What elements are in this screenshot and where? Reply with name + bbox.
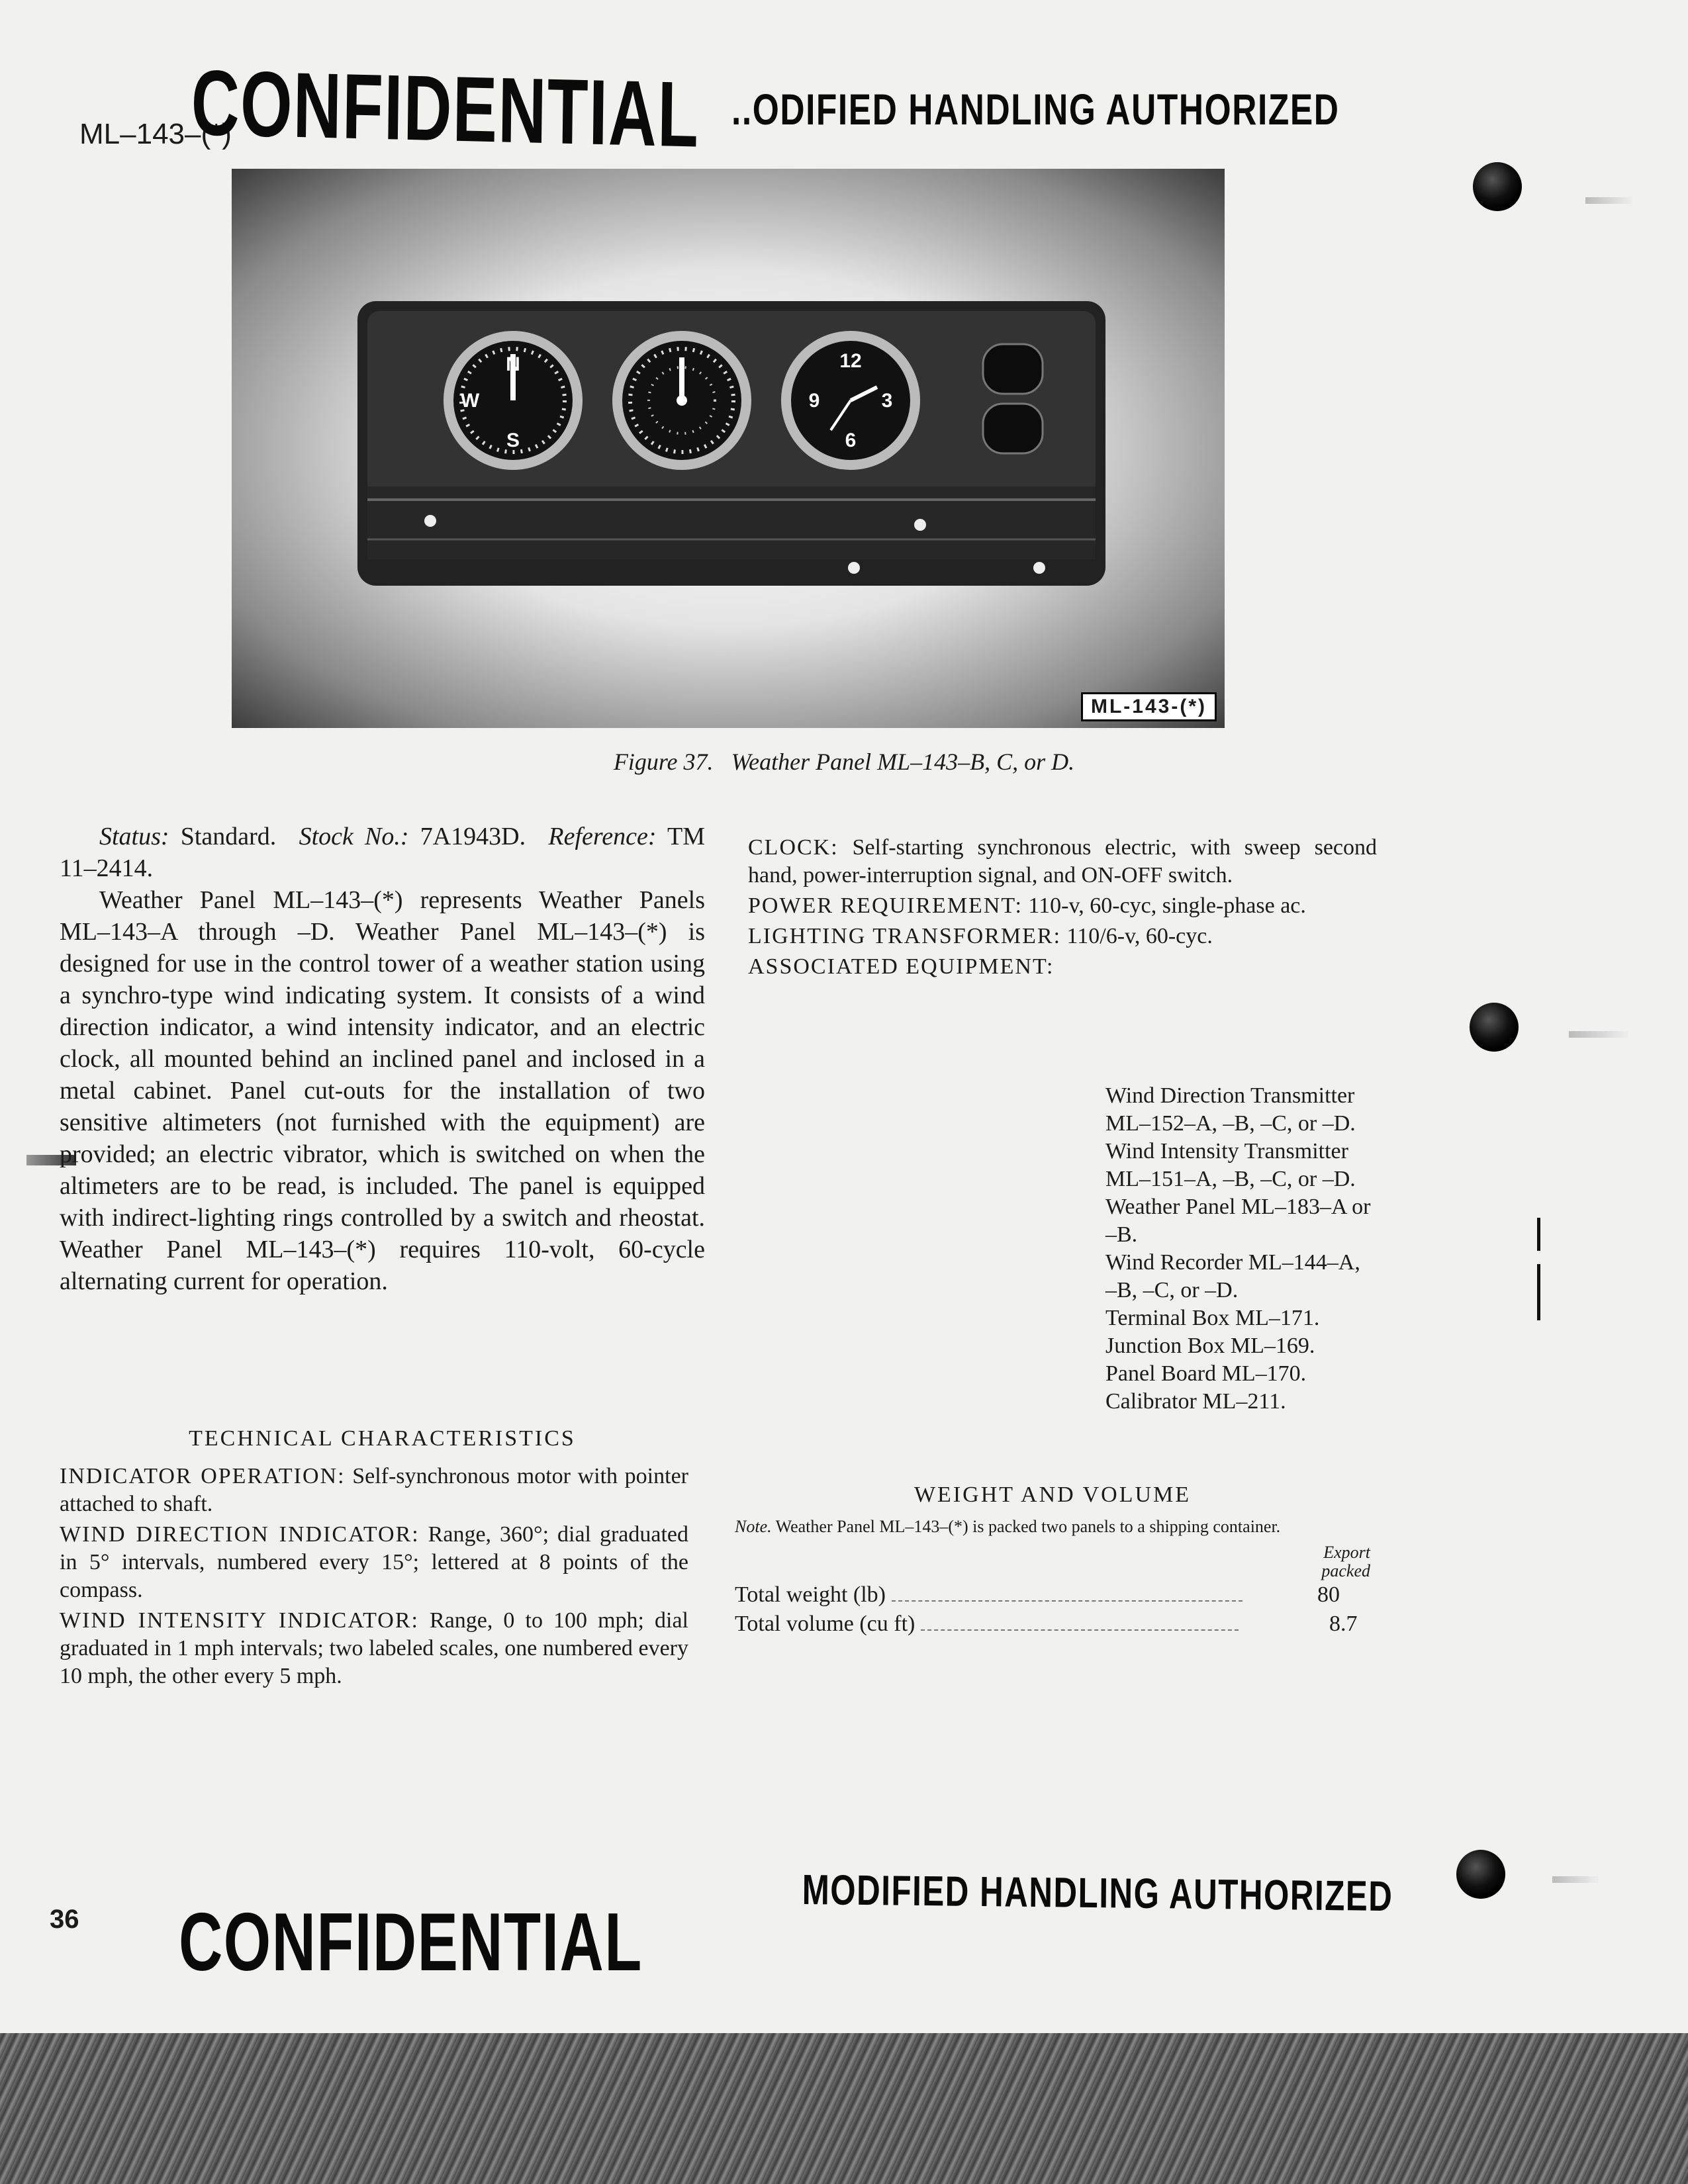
- assoc-item: Weather Panel ML–183–A or –B.: [1105, 1195, 1371, 1247]
- weight-col-header: [1284, 1543, 1370, 1580]
- figure-caption: Figure 37. Weather Panel ML–143–B, C, or D.: [613, 749, 1075, 775]
- tech-item-label: LIGHTING TRANSFORMER:: [748, 924, 1062, 948]
- assoc-list: [1105, 1082, 1377, 1416]
- handling-stamp-top: ..ODIFIED HANDLING AUTHORIZED: [731, 85, 1340, 134]
- tech-item-text: Range, 360°; dial graduated in 5° intervals, numbered every 15°; lettered at 8 points of the compass.: [60, 1522, 688, 1602]
- reference-label: Reference:: [548, 823, 657, 850]
- clock-numeral-3: 3: [881, 390, 893, 412]
- margin-mark-1: [1537, 1218, 1540, 1251]
- assoc-item: Junction Box ML–169.: [1105, 1334, 1315, 1358]
- tech-item-text: Self-starting synchronous electric, with sweep second hand, power-interruption signal, and ON-OFF switch.: [748, 835, 1377, 887]
- dial-letter-w: W: [460, 390, 480, 412]
- reference-value: TM 11–2414.: [60, 823, 706, 882]
- assoc-item: Terminal Box ML–171.: [1105, 1306, 1320, 1330]
- tech-item: [60, 1521, 688, 1604]
- stock-value: 7A1943D.: [420, 823, 526, 850]
- weight-col-header-line2: packed: [1321, 1561, 1370, 1580]
- binder-hole-middle: [1470, 1003, 1519, 1052]
- handling-stamp-bottom: MODIFIED HANDLING AUTHORIZED: [802, 1865, 1393, 1921]
- description-paragraph: Weather Panel ML–143–(*) represents Weather Panels ML–143–A through –D. Weather Panel ML–143–(*) is designed for use in the control tower of a weather station using a synchro-type wind indicating system. It consists of a wind direction indicator, a wind intensity indicator, and an electric clock, all mounted behind an inclined panel and inclosed in a metal cabinet. Panel cut-outs for the installation of two sensitive altimeters (not furnished with the equipment) are provided; an electric vibrator, which is switched on when the altimeters are to be read, is included. The panel is equipped with indirect-lighting rings controlled by a switch and rheostat. Weather Panel ML–143–(*) requires 110-volt, 60-cycle alternating current for operation.: [60, 886, 705, 1295]
- weight-row: [735, 1580, 1370, 1610]
- status-value: Standard.: [180, 823, 277, 850]
- confidential-stamp-top: CONFIDENTIAL: [190, 50, 700, 167]
- status-label: Status:: [99, 823, 169, 850]
- binder-hole-top: [1473, 162, 1522, 211]
- clock-numeral-9: 9: [808, 390, 820, 412]
- wind-intensity-dial: [612, 331, 751, 470]
- confidential-stamp-bottom: CONFIDENTIAL: [179, 1897, 643, 1988]
- binder-tick-middle: [1569, 1031, 1628, 1038]
- binder-tick-top: [1585, 197, 1632, 204]
- tech-item: [748, 892, 1377, 920]
- tech-item: [748, 834, 1377, 889]
- tech-item-label: CLOCK:: [748, 835, 839, 860]
- dial-letter-s: S: [506, 430, 520, 451]
- dial-letter-n: N: [506, 353, 520, 375]
- leader-dots: [921, 1624, 1239, 1631]
- tech-item-label: INDICATOR OPERATION:: [60, 1464, 346, 1488]
- tech-item-text: 110/6-v, 60-cyc.: [1066, 924, 1213, 948]
- assoc-item: Wind Recorder ML–144–A, –B, –C, or –D.: [1105, 1250, 1360, 1302]
- leader-dots: [892, 1595, 1243, 1602]
- clock-numeral-6: 6: [845, 430, 857, 451]
- weight-row-value: 8.7: [1329, 1612, 1358, 1636]
- margin-mark-2: [1537, 1264, 1540, 1320]
- clock-numeral-12: 12: [839, 350, 862, 372]
- weather-panel-illustration: [232, 169, 1225, 728]
- clock-dial: [781, 331, 920, 470]
- binder-hole-bottom: [1456, 1850, 1505, 1899]
- page-model-id: ML–143–(*): [79, 118, 232, 150]
- status-paragraph: [60, 821, 705, 1297]
- weight-col-header-line1: Export: [1323, 1543, 1370, 1562]
- scan-bottom-band: [0, 2033, 1688, 2184]
- page-number: 36: [50, 1905, 79, 1934]
- photo-label: ML-143-(*): [1081, 692, 1217, 721]
- tech-item-text: 110-v, 60-cyc, single-phase ac.: [1028, 893, 1306, 918]
- weight-row-label: Total weight (lb): [735, 1582, 886, 1607]
- tech-item-label: WIND INTENSITY INDICATOR:: [60, 1608, 419, 1633]
- tech-item-text: Self-synchronous motor with pointer attached to shaft.: [60, 1464, 688, 1516]
- weight-note: [735, 1517, 1370, 1537]
- assoc-item: Wind Direction Transmitter ML–152–A, –B, –C, or –D.: [1105, 1083, 1356, 1136]
- weather-panel-photo: [232, 169, 1225, 728]
- assoc-heading: [748, 953, 1377, 981]
- weight-row: [735, 1610, 1370, 1639]
- panel-base: [367, 486, 1096, 559]
- binder-tick-bottom: [1552, 1876, 1599, 1883]
- tech-item: [60, 1463, 688, 1518]
- tech-heading: TECHNICAL CHARACTERISTICS: [189, 1426, 576, 1451]
- assoc-item: Wind Intensity Transmitter ML–151–A, –B, –C, or –D.: [1105, 1139, 1356, 1191]
- assoc-item: Calibrator ML–211.: [1105, 1389, 1286, 1414]
- assoc-item: Panel Board ML–170.: [1105, 1361, 1307, 1386]
- tech-item: [748, 923, 1377, 950]
- tech-list-right: [748, 834, 1377, 983]
- weight-note-text: Weather Panel ML–143–(*) is packed two panels to a shipping container.: [775, 1517, 1281, 1536]
- tech-item: [60, 1607, 688, 1690]
- tech-item-label: WIND DIRECTION INDICATOR:: [60, 1522, 420, 1547]
- weight-note-label: Note.: [735, 1517, 772, 1536]
- assoc-label: ASSOCIATED EQUIPMENT:: [748, 954, 1055, 979]
- wind-direction-dial: [444, 331, 583, 470]
- weight-row-value: 80: [1317, 1582, 1340, 1607]
- weight-row-label: Total volume (cu ft): [735, 1612, 915, 1636]
- stock-label: Stock No.:: [299, 823, 409, 850]
- tech-item-text: Range, 0 to 100 mph; dial graduated in 1 mph intervals; two labeled scales, one numbered every 10 mph, the other every 5 mph.: [60, 1608, 688, 1688]
- weight-heading: WEIGHT AND VOLUME: [914, 1482, 1192, 1507]
- tech-list-left: [60, 1463, 688, 1693]
- tech-item-label: POWER REQUIREMENT:: [748, 893, 1023, 918]
